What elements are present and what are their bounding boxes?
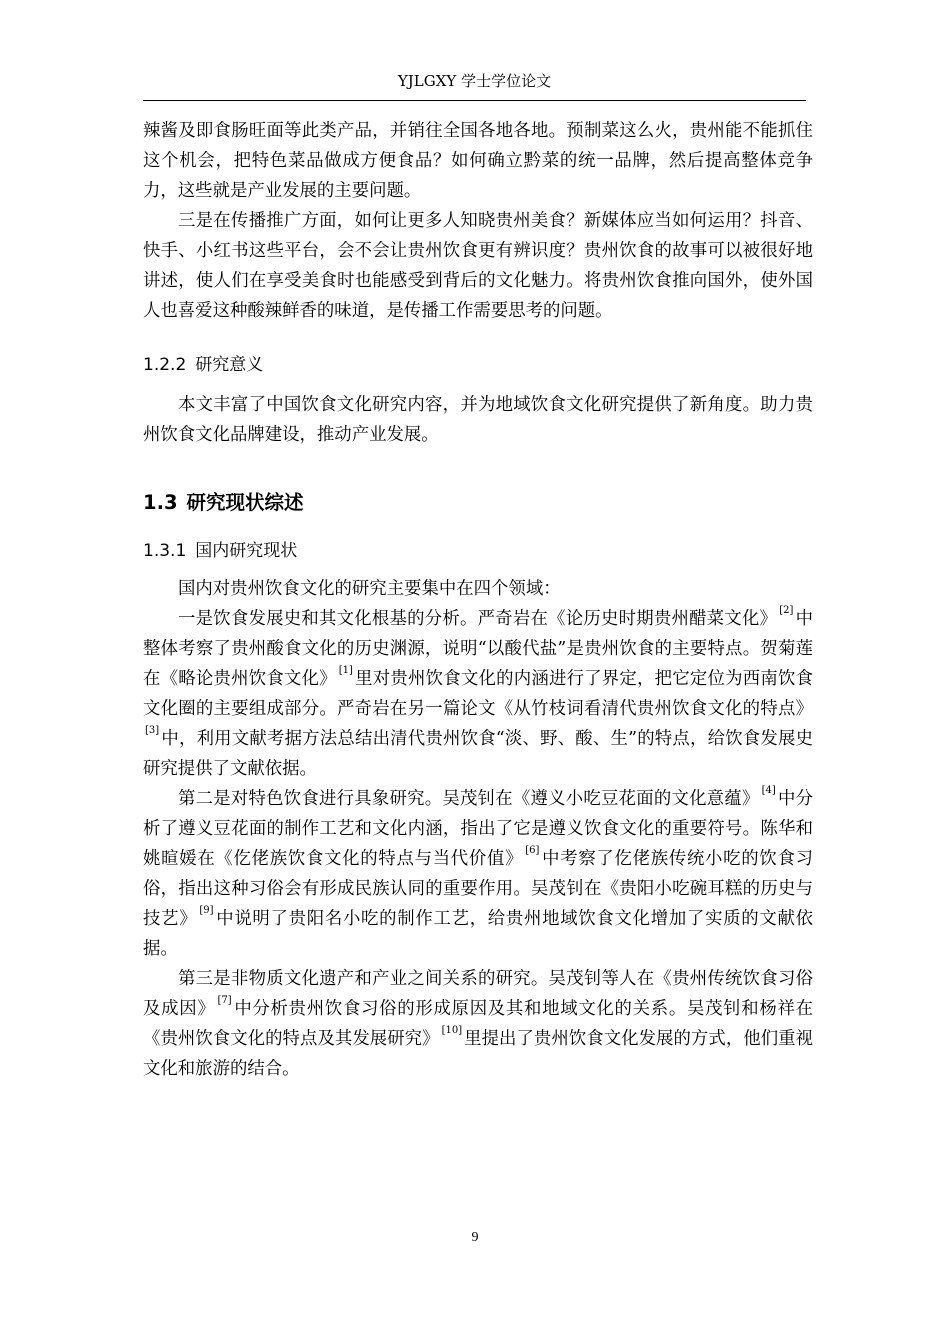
page-number: 9 (471, 1230, 479, 1245)
text-run: 里对贵州饮食文化的内涵进行了界定，把它定位为西南饮食文化圈的主要组成部分。严奇岩在另一篇论文《从竹枝词看清代贵州饮食文化的特点》 (143, 669, 813, 719)
paragraph: 辣酱及即食肠旺面等此类产品，并销往全国各地各地。预制菜这么火，贵州能不能抓住这个机会，把特色菜品做成方便食品？如何确立黔菜的统一品牌，然后提高整体竞争力，这些就是产业发展的主要问题。 (143, 121, 813, 201)
citation-marker: [2] (779, 605, 794, 616)
heading-number: 1.3.1 (143, 541, 187, 561)
paragraph (143, 604, 813, 784)
heading-number: 1.3 (143, 491, 178, 514)
text-run: 中分析了遵义豆花面的制作工艺和文化内涵，指出了它是遵义饮食文化的重要符号。陈华和姚暄媛在《仡佬族饮食文化的特点与当代价值》 (143, 789, 813, 869)
text-run: 中分析贵州饮食习俗的形成原因及其和地域文化的关系。吴茂钊和杨祥在《贵州饮食文化的特点及其发展研究》 (143, 999, 813, 1049)
paragraph: 本文丰富了中国饮食文化研究内容，并为地域饮食文化研究提供了新角度。助力贵州饮食文化品牌建设，推动产业发展。 (143, 395, 813, 445)
subsection-heading-1-2-2 (143, 350, 813, 380)
citation-marker: [9] (199, 905, 214, 916)
section-heading-1-3 (143, 488, 813, 518)
running-header: YJLGXY 学士学位论文 (143, 70, 806, 101)
text-run: 中整体考察了贵州酸食文化的历史渊源，说明“以酸代盐”是贵州饮食的主要特点。贺菊莲在《略论贵州饮食文化》 (143, 609, 813, 689)
citation-marker: [4] (761, 785, 776, 796)
heading-text: 研究现状综述 (186, 491, 304, 514)
paragraph: 三是在传播推广方面，如何让更多人知晓贵州美食？新媒体应当如何运用？抖音、快手、小红书这些平台，会不会让贵州饮食更有辨识度？贵州饮食的故事可以被很好地讲述，使人们在享受美食时也能感受到背后的文化魅力。将贵州饮食推向国外，使外国人也喜爱这种酸辣鲜香的味道，是传播工作需要思考的问题。 (143, 211, 813, 321)
heading-text: 国内研究现状 (195, 541, 298, 561)
paragraph (143, 964, 813, 1084)
paragraph: 国内对贵州饮食文化的研究主要集中在四个领域： (178, 579, 561, 599)
text-run: 第二是对特色饮食进行具象研究。吴茂钊在《遵义小吃豆花面的文化意蕴》 (178, 789, 760, 809)
subsection-heading-1-3-1 (143, 536, 813, 566)
heading-text: 研究意义 (195, 355, 264, 375)
citation-marker: [6] (525, 845, 540, 856)
citation-marker: [3] (145, 725, 160, 736)
citation-marker: [7] (217, 995, 232, 1006)
citation-marker: [1] (338, 665, 353, 676)
text-run: 中考察了仡佬族传统小吃的饮食习俗，指出这种习俗会有形成民族认同的重要作用。吴茂钊在《贵阳小吃碗耳糕的历史与技艺》 (143, 849, 813, 929)
text-run: 中说明了贵阳名小吃的制作工艺，给贵州地域饮食文化增加了实质的文献依据。 (143, 909, 813, 959)
text-run: 一是饮食发展史和其文化根基的分析。严奇岩在《论历史时期贵州醋菜文化》 (178, 609, 778, 629)
document-body (143, 116, 813, 1084)
text-run: 第三是非物质文化遗产和产业之间关系的研究。吴茂钊等人在《贵州传统饮食习俗及成因》 (143, 969, 813, 1019)
paragraph (143, 784, 813, 964)
heading-number: 1.2.2 (143, 355, 187, 375)
text-run: 里提出了贵州饮食文化发展的方式，他们重视文化和旅游的结合。 (143, 1029, 813, 1079)
citation-marker: [10] (441, 1025, 463, 1036)
text-run: 中，利用文献考据方法总结出清代贵州饮食“淡、野、酸、生”的特点，给饮食发展史研究提供了文献依据。 (143, 729, 813, 779)
